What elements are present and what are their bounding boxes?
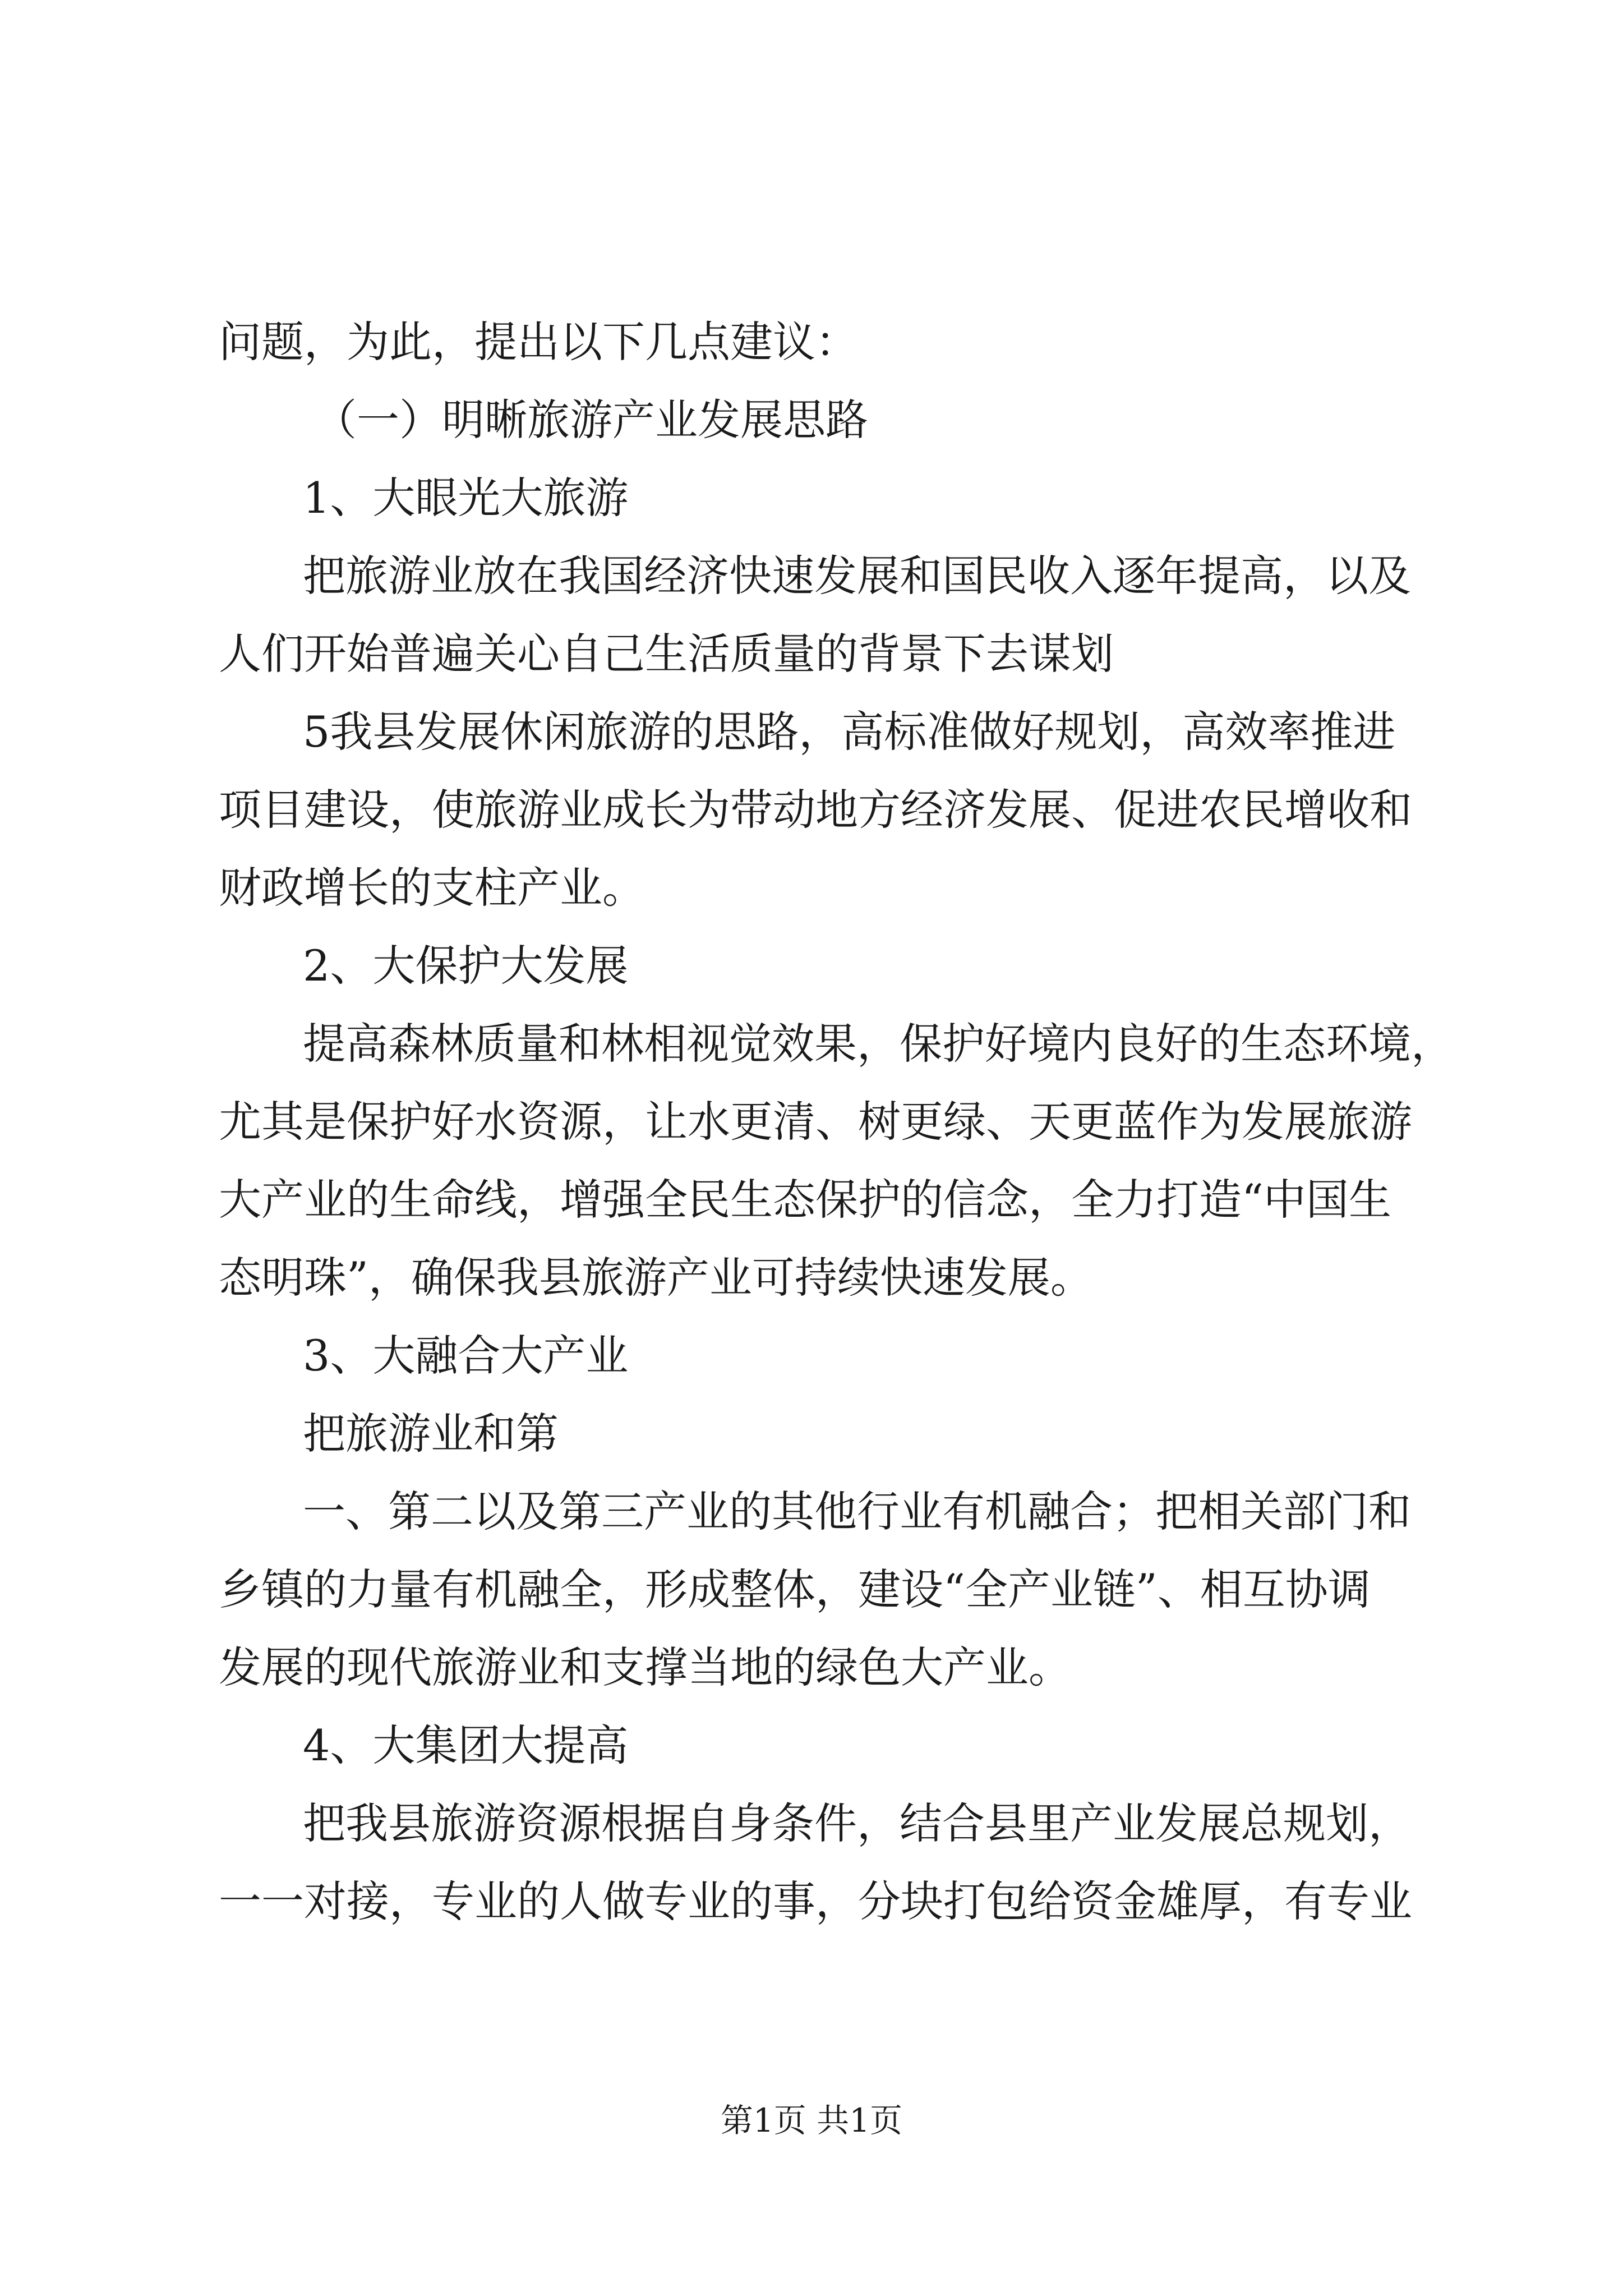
subsection-heading: 2、大保护大发展: [303, 941, 629, 991]
page-footer: 第1页 共1页: [720, 2101, 903, 2139]
text-line: 乡镇的力量有机融全，形成整体，建设“全产业链”、相互协调: [219, 1565, 1371, 1614]
text-line: 尤其是保护好水资源，让水更清、树更绿、天更蓝作为发展旅游: [219, 1097, 1412, 1147]
section-heading: （一）明晰旅游产业发展思路: [314, 395, 868, 445]
text-line: 项目建设，使旅游业成长为带动地方经济发展、促进农民增收和: [219, 785, 1412, 835]
text-line: 把我县旅游资源根据自身条件，结合县里产业发展总规划，: [303, 1798, 1411, 1848]
text-line: 问题，为此，提出以下几点建议：: [219, 317, 858, 367]
subsection-heading: 3、大融合大产业: [303, 1331, 629, 1381]
text-line: 5我县发展休闲旅游的思路，高标准做好规划，高效率推进: [303, 707, 1396, 757]
subsection-heading: 1、大眼光大旅游: [303, 473, 629, 523]
text-line: 把旅游业和第: [303, 1409, 559, 1458]
text-line: 一一对接，专业的人做专业的事，分块打包给资金雄厚，有专业: [219, 1876, 1412, 1926]
text-line: 大产业的生命线，增强全民生态保护的信念，全力打造“中国生: [219, 1175, 1391, 1225]
text-line: 一、第二以及第三产业的其他行业有机融合；把相关部门和: [303, 1487, 1411, 1536]
text-line: 提高森林质量和林相视觉效果，保护好境内良好的生态环境，: [303, 1019, 1454, 1069]
text-line: 财政增长的支柱产业。: [219, 863, 645, 913]
subsection-heading: 4、大集团大提高: [303, 1720, 629, 1770]
text-line: 人们开始普遍关心自己生活质量的背景下去谋划: [219, 629, 1114, 679]
text-line: 把旅游业放在我国经济快速发展和国民收入逐年提高，以及: [303, 551, 1411, 601]
text-line: 发展的现代旅游业和支撑当地的绿色大产业。: [219, 1642, 1071, 1692]
text-line: 态明珠”，确保我县旅游产业可持续快速发展。: [219, 1253, 1093, 1303]
